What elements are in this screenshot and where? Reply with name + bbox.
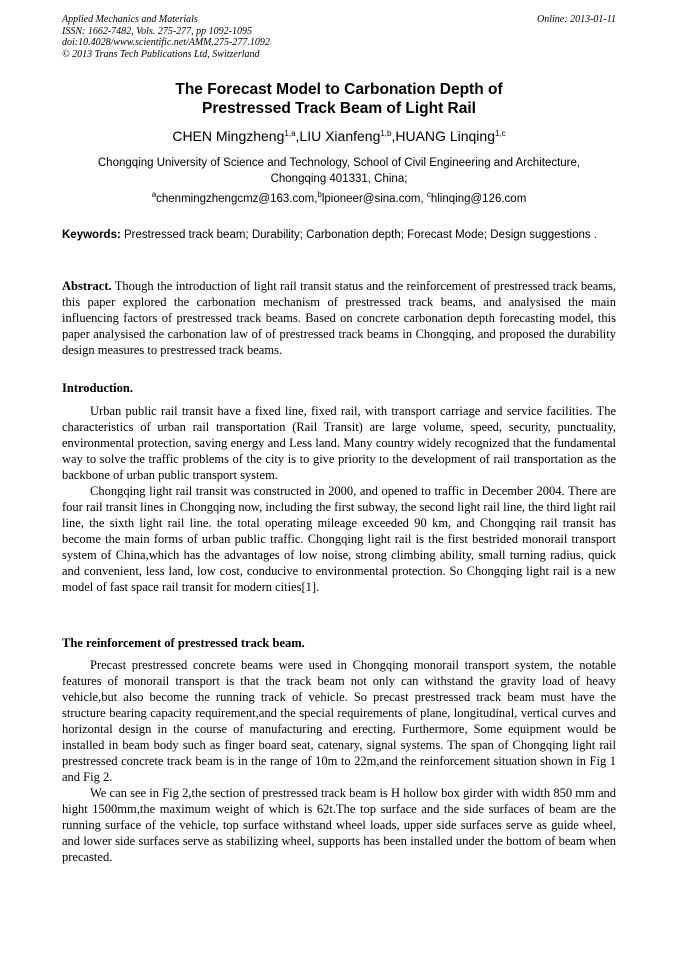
author-list [62, 128, 616, 145]
paper-title [62, 80, 616, 118]
author-1-affil: 1,a [284, 129, 296, 138]
keywords-text: Prestressed track beam; Durability; Carbonation depth; Forecast Mode; Design suggestions . [120, 229, 598, 241]
reinforcement-paragraph-2: We can see in Fig 2,the section of prestressed track beam is H hollow box girder with width 850 mm and hight 1500mm,the maximum weight of which is 62t.The top surface and the side surfaces of beam are the running surface of the vehicle, top surface withstand wheel loads, upper side surfaces serve as guide wheel, and lower side surfaces serve as stabilizing wheel, supports has been installed under the bottom of beam when precasted. [62, 786, 616, 864]
author-3-affil: 1,c [494, 129, 506, 138]
keywords [62, 228, 616, 244]
abstract [62, 278, 616, 358]
affiliation-line-1: Chongqing University of Science and Technology, School of Civil Engineering and Architecture, [97, 157, 581, 169]
reinforcement-paragraph-1: Precast prestressed concrete beams were used in Chongqing monorail transport system, the notable features of monorail transport is that the track beam not only can withstand the gravity load of heavy vehicle,but also become the running track of vehicle. So precast prestressed track beam must have the structure bearing capacity requirement,and the special requirements of plane, longitudinal, vertical curves and horizontal design in the course of manufacturing and erecting. Furthermore, Some equipment would be installed in beam body such as finger board seat, catenary, signal systems. The span of Chongqing light rail prestressed concrete track beam is in the range of 10m to 22m,and the reinforcement situation shown in Fig 1 and Fig 2. [62, 658, 616, 784]
keywords-label: Keywords: [62, 229, 121, 241]
doi-line: doi:10.4028/www.scientific.net/AMM.275-277.1092 [62, 37, 270, 48]
email-a: chenmingzhengcmz@163.com, [156, 193, 318, 205]
author-1: CHEN Mingzheng [172, 128, 285, 144]
introduction-paragraph-2: Chongqing light rail transit was constructed in 2000, and opened to traffic in December 2004. There are four rail transit lines in Chongqing now, including the first subway, the second light rail line, the third light rail line, the sixth light rail line. the total operating mileage exceeded 90 km, and Chongqing rail transit has become the main forms of urban public traffic. Chongqing light rail is the first bestrided monorail transport system of China,which has the advantages of low noise, strong climbing ability, small turning radius, quick and convenient, less land, low cost, conducive to environmental protection. So Chongqing light rail is a new model of fast space rail transit for modern cities[1]. [62, 484, 616, 594]
introduction-paragraph-1: Urban public rail transit have a fixed line, fixed rail, with transport carriage and service facilities. The characteristics of urban rail transportation (Rail Transit) are large volume, speed, security, punctuality, environmental protection, saving energy and Less land. Many country widely recognized that the fundamental way to solve the traffic problems of the city is to give priority to the development of rail transportation as the backbone of urban public transport system. [62, 404, 616, 482]
title-line-1: The Forecast Model to Carbonation Depth of [175, 81, 503, 98]
abstract-label: Abstract. [62, 279, 112, 293]
section-heading-reinforcement: The reinforcement of prestressed track beam. [62, 636, 305, 650]
email-a-marker: a [151, 190, 157, 199]
online-date: Online: 2013-01-11 [537, 14, 616, 25]
title-line-2: Prestressed Track Beam of Light Rail [202, 100, 476, 117]
author-separator: , [295, 128, 300, 144]
email-c: hlinqing@126.com [430, 193, 527, 205]
affiliation-line-2: Chongqing 401331, China; [270, 173, 408, 185]
reinforcement-body [62, 657, 616, 865]
author-3: HUANG Linqing [395, 128, 495, 144]
author-emails [62, 191, 616, 207]
journal-header [62, 14, 616, 60]
issn-line: ISSN: 1662-7482, Vols. 275-277, pp 1092-1095 [62, 25, 252, 37]
section-heading-introduction: Introduction. [62, 381, 133, 395]
abstract-text: Though the introduction of light rail transit status and the reinforcement of prestressed track beams, this paper explored the carbonation mechanism of prestressed track beams, and analysised the main influencing factors of prestressed track beams. Based on concrete carbonation depth forecasting model, this paper analysised the carbonation law of of prestressed track beams in Chongqing, and proposed the durability design measures to prestressed track beams. [62, 279, 616, 357]
copyright-line: © 2013 Trans Tech Publications Ltd, Switzerland [62, 48, 260, 60]
author-separator: , [391, 128, 396, 144]
email-b-marker: b [317, 190, 322, 199]
journal-name: Applied Mechanics and Materials [62, 14, 198, 25]
email-c-marker: c [426, 190, 431, 199]
affiliation [62, 155, 616, 187]
author-2: LIU Xianfeng [299, 128, 381, 144]
email-b: lpioneer@sina.com, [321, 193, 427, 205]
author-2-affil: 1,b [380, 129, 392, 138]
introduction-body [62, 403, 616, 595]
